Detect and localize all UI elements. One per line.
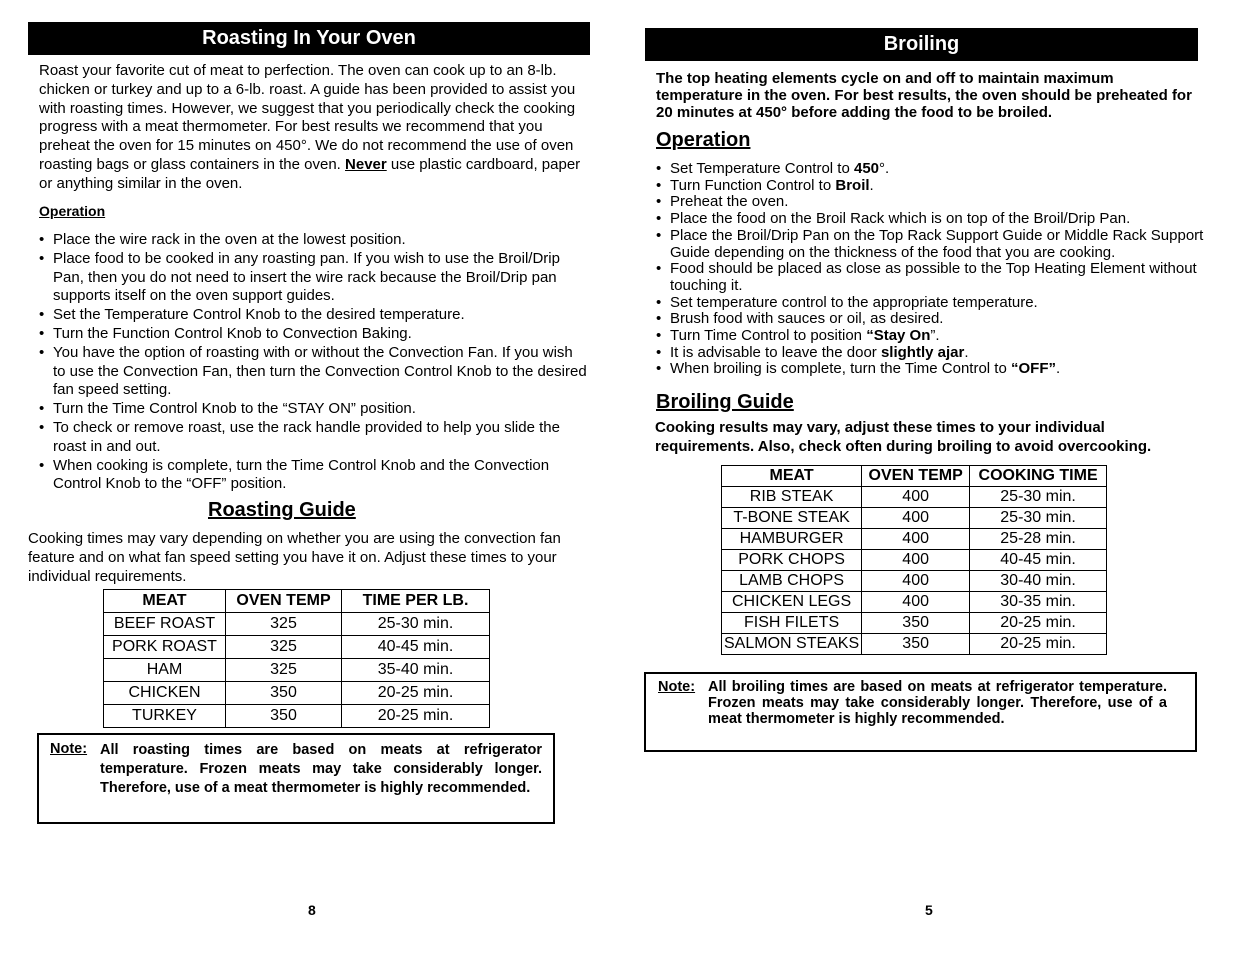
table-cell: BEEF ROAST <box>104 613 226 636</box>
table-header-row <box>104 590 490 613</box>
list-item: • Place the food on the Broil Rack which is on top of the Broil/Drip Pan. <box>656 211 1206 228</box>
list-item: • Preheat the oven. <box>656 194 1206 211</box>
table-row <box>104 705 490 728</box>
column-header: TIME PER LB. <box>342 590 490 613</box>
list-item: • Place the Broil/Drip Pan on the Top Rack Support Guide or Middle Rack Support Guide depending on the thickness of the food that you are cooking. <box>656 228 1206 261</box>
list-item: • Food should be placed as close as possible to the Top Heating Element without touching it. <box>656 261 1206 294</box>
table-cell: 30-35 min. <box>970 592 1107 613</box>
list-item: • Set Temperature Control to 450°. <box>656 161 1206 178</box>
list-item: • Turn Time Control to position “Stay On”. <box>656 328 1206 345</box>
table-cell: 25-30 min. <box>342 613 490 636</box>
table-cell: 350 <box>862 613 970 634</box>
list-item: • It is advisable to leave the door slightly ajar. <box>656 345 1206 362</box>
table-cell: 350 <box>226 682 342 705</box>
table-cell: 20-25 min. <box>342 705 490 728</box>
note-label: Note: <box>50 741 88 757</box>
table-cell: PORK CHOPS <box>722 550 862 571</box>
table-cell: PORK ROAST <box>104 636 226 659</box>
broiling-title-bar <box>645 28 1198 61</box>
table-cell: TURKEY <box>104 705 226 728</box>
list-item: • Place food to be cooked in any roasting pan. If you wish to use the Broil/Drip Pan, then you do not need to insert the wire rack because the Broil/Drip pan supports itself on the oven support guides. <box>39 250 587 306</box>
column-header: COOKING TIME <box>970 466 1107 487</box>
roasting-operation-heading: Operation <box>39 203 106 219</box>
table-cell: 400 <box>862 550 970 571</box>
page-number: 5 <box>925 902 933 918</box>
table-row <box>104 659 490 682</box>
note-text: All roasting times are based on meats at refrigerator temperature. Frozen meats may take considerably longer. Therefore, use of a meat thermometer is highly recommended. <box>100 742 542 796</box>
table-cell: 400 <box>862 592 970 613</box>
roasting-guide-table <box>103 589 490 728</box>
table-cell: 25-30 min. <box>970 508 1107 529</box>
table-cell: 20-25 min. <box>970 613 1107 634</box>
broiling-operation-list <box>656 161 1206 378</box>
table-cell: 25-28 min. <box>970 529 1107 550</box>
table-cell: 400 <box>862 571 970 592</box>
list-item: • Place the wire rack in the oven at the lowest position. <box>39 231 587 250</box>
list-item: • You have the option of roasting with or without the Convection Fan. If you wish to use the Convection Fan, then turn the Convection Control Knob to the desired fan speed setting. <box>39 344 587 400</box>
list-item: • When cooking is complete, turn the Time Control Knob and the Convection Control Knob to the “OFF” position. <box>39 457 587 495</box>
left-page <box>0 0 617 954</box>
table-cell: T-BONE STEAK <box>722 508 862 529</box>
column-header: OVEN TEMP <box>226 590 342 613</box>
roasting-guide-intro: Cooking times may vary depending on whether you are using the convection fan feature and on what fan speed setting you have it on. Adjust these times to your individual requirements. <box>28 530 561 585</box>
table-cell: 40-45 min. <box>342 636 490 659</box>
table-cell: 20-25 min. <box>970 634 1107 655</box>
table-cell: FISH FILETS <box>722 613 862 634</box>
list-item: • Brush food with sauces or oil, as desired. <box>656 311 1206 328</box>
broiling-note-box <box>644 672 1197 752</box>
table-row <box>722 613 1107 634</box>
broiling-guide-intro: Cooking results may vary, adjust these times to your individual requirements. Also, check often during broiling to avoid overcooking. <box>655 419 1152 455</box>
roasting-operation-list <box>39 231 587 494</box>
broiling-guide-table <box>721 465 1107 655</box>
column-header: MEAT <box>722 466 862 487</box>
table-cell: SALMON STEAKS <box>722 634 862 655</box>
table-row <box>104 613 490 636</box>
table-row <box>722 592 1107 613</box>
table-cell: HAMBURGER <box>722 529 862 550</box>
table-cell: 20-25 min. <box>342 682 490 705</box>
list-item: • To check or remove roast, use the rack handle provided to help you slide the roast in and out. <box>39 419 587 457</box>
table-cell: 325 <box>226 636 342 659</box>
broiling-title: Broiling <box>883 33 960 55</box>
table-header-row <box>722 466 1107 487</box>
broiling-guide-heading: Broiling Guide <box>656 391 794 413</box>
table-cell: 400 <box>862 508 970 529</box>
right-page <box>617 0 1235 954</box>
list-item: • Turn the Function Control Knob to Convection Baking. <box>39 325 587 344</box>
table-cell: 400 <box>862 529 970 550</box>
column-header: MEAT <box>104 590 226 613</box>
roasting-note-box <box>37 733 555 824</box>
column-header: OVEN TEMP <box>862 466 970 487</box>
broiling-intro: The top heating elements cycle on and off to maintain maximum temperature in the oven. For best results, the oven should be preheated for 20 minutes at 450° before adding the food to be broiled. <box>656 70 1192 121</box>
table-cell: 25-30 min. <box>970 487 1107 508</box>
list-item: • When broiling is complete, turn the Time Control to “OFF”. <box>656 361 1206 378</box>
table-cell: 30-40 min. <box>970 571 1107 592</box>
note-label: Note: <box>658 679 696 695</box>
table-cell: RIB STEAK <box>722 487 862 508</box>
table-row <box>722 550 1107 571</box>
table-cell: CHICKEN LEGS <box>722 592 862 613</box>
table-cell: 325 <box>226 659 342 682</box>
list-item: • Set the Temperature Control Knob to the desired temperature. <box>39 306 587 325</box>
list-item: • Turn the Time Control Knob to the “STAY ON” position. <box>39 400 587 419</box>
roasting-guide-heading: Roasting Guide <box>208 499 356 521</box>
table-row <box>722 508 1107 529</box>
table-cell: 40-45 min. <box>970 550 1107 571</box>
page-number: 8 <box>308 902 316 918</box>
table-cell: LAMB CHOPS <box>722 571 862 592</box>
note-text: All broiling times are based on meats at refrigerator temperature. Frozen meats may take considerably longer. Therefore, use of a meat thermometer is highly recommended. <box>708 679 1167 727</box>
broiling-operation-heading: Operation <box>656 129 751 151</box>
table-row <box>722 571 1107 592</box>
table-cell: CHICKEN <box>104 682 226 705</box>
table-cell: 400 <box>862 487 970 508</box>
table-cell: 35-40 min. <box>342 659 490 682</box>
table-row <box>104 636 490 659</box>
roasting-title: Roasting In Your Oven <box>202 27 416 49</box>
never-emphasis: Never <box>345 155 387 173</box>
table-cell: HAM <box>104 659 226 682</box>
table-row <box>104 682 490 705</box>
roasting-title-bar <box>28 22 590 55</box>
table-row <box>722 487 1107 508</box>
list-item: • Set temperature control to the appropriate temperature. <box>656 295 1206 312</box>
table-row <box>722 529 1107 550</box>
table-cell: 350 <box>226 705 342 728</box>
roasting-intro: Roast your favorite cut of meat to perfection. The oven can cook up to an 8-lb. chicken or turkey and up to a 6-lb. roast. A guide has been provided to assist you with roasting times. However, we suggest that you periodically check the cooking progress with a meat thermometer. For best results we recommend that you preheat the oven for 15 minutes on 450°. We do not recommend the use of oven roasting bags or glass containers in the oven. Never use plastic cardboard, paper or anything similar in the oven. <box>39 62 581 192</box>
table-row <box>722 634 1107 655</box>
list-item: • Turn Function Control to Broil. <box>656 178 1206 195</box>
table-cell: 325 <box>226 613 342 636</box>
table-cell: 350 <box>862 634 970 655</box>
